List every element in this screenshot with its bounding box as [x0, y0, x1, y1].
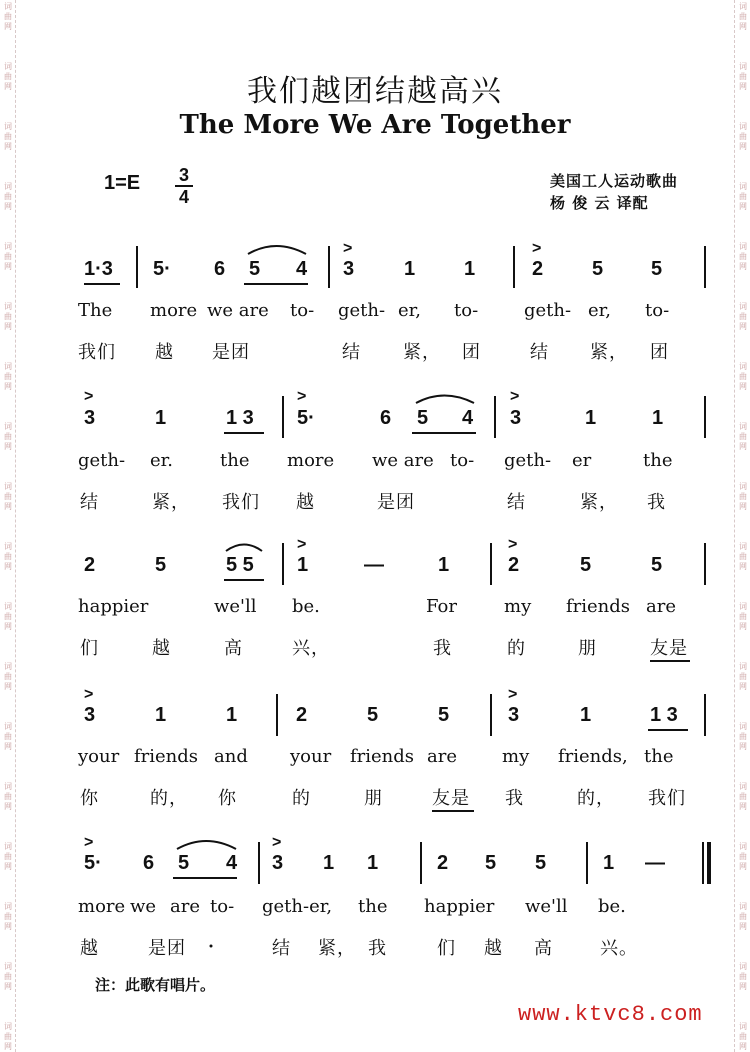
lyric-en: to-: [450, 450, 475, 471]
watermark-char: 词: [4, 962, 12, 971]
lyric-cn: 朋: [364, 788, 383, 809]
note: 2: [84, 554, 96, 576]
note: 6: [143, 852, 155, 874]
watermark-char: 网: [4, 502, 12, 511]
note: 4: [296, 258, 308, 280]
lyric-cn: 结: [272, 938, 291, 959]
watermark-char: 词: [739, 482, 747, 491]
watermark-char: 网: [4, 382, 12, 391]
watermark-char: 曲: [4, 792, 12, 801]
watermark-char: 曲: [739, 552, 747, 561]
watermark-char: 网: [739, 682, 747, 691]
accent-mark: >: [297, 388, 307, 405]
lyric-cn: 的: [507, 638, 526, 659]
note: 5: [155, 554, 167, 576]
lyric-en: we: [130, 896, 157, 917]
note: 5: [249, 258, 261, 280]
lyric-cn: 紧，: [403, 342, 441, 363]
watermark-char: 曲: [4, 312, 12, 321]
note: 5: [651, 554, 663, 576]
lyric-en: the: [358, 896, 388, 917]
note: 3: [272, 852, 284, 874]
lyric-cn: 我: [433, 638, 452, 659]
watermark-char: 网: [739, 922, 747, 931]
accent-mark: >: [84, 834, 94, 851]
watermark-char: 曲: [4, 492, 12, 501]
lyric-en: we'll: [525, 896, 568, 917]
watermark-char: 词: [739, 122, 747, 131]
note: 5·: [153, 258, 171, 280]
lyric-cn: 我们: [78, 342, 116, 363]
note: 5: [178, 852, 190, 874]
watermark-char: 词: [4, 722, 12, 731]
note: 5: [438, 704, 450, 726]
lyric-en: we are: [372, 450, 434, 471]
note: 1 3: [226, 407, 254, 429]
note: 4: [462, 407, 474, 429]
accent-mark: >: [272, 834, 282, 851]
lyric-en: to-: [454, 300, 479, 321]
watermark-char: 曲: [4, 252, 12, 261]
watermark-char: 曲: [739, 12, 747, 21]
lyric-cn: 我: [505, 788, 524, 809]
note: —: [645, 852, 665, 874]
lyric-en: more: [78, 896, 126, 917]
watermark-char: 词: [739, 842, 747, 851]
note: 1: [155, 407, 167, 429]
song-title-english: The More We Are Together: [179, 110, 571, 140]
watermark-char: 词: [4, 2, 12, 11]
watermark-char: 曲: [4, 72, 12, 81]
lyric-cn: 结: [530, 342, 549, 363]
watermark-char: 网: [739, 562, 747, 571]
watermark-char: 曲: [4, 852, 12, 861]
lyric-cn: 紧，: [590, 342, 628, 363]
watermark-char: 网: [4, 322, 12, 331]
lyric-en: the: [644, 746, 674, 767]
lyric-en: friends: [350, 746, 415, 767]
watermark-char: 网: [739, 322, 747, 331]
watermark-char: 曲: [4, 192, 12, 201]
lyric-cn: 越: [484, 938, 503, 959]
watermark-char: 曲: [739, 432, 747, 441]
lyric-cn: 兴，: [292, 638, 330, 659]
watermark-char: 曲: [739, 132, 747, 141]
watermark-char: 网: [4, 202, 12, 211]
lyric-cn: 越: [296, 492, 315, 513]
slur: [248, 246, 306, 254]
watermark-char: 曲: [4, 552, 12, 561]
note: 5: [592, 258, 604, 280]
watermark-char: 网: [4, 22, 12, 31]
lyric-en: my: [504, 596, 532, 617]
note: 1: [226, 704, 238, 726]
note: —: [364, 554, 384, 576]
watermark-char: 词: [4, 1022, 12, 1031]
watermark-char: 曲: [739, 792, 747, 801]
watermark-char: 词: [739, 542, 747, 551]
watermark-char: 网: [739, 862, 747, 871]
watermark-char: 词: [4, 182, 12, 191]
watermark-char: 曲: [739, 372, 747, 381]
watermark-char: 曲: [739, 912, 747, 921]
lyric-cn: 结: [80, 492, 99, 513]
watermark-char: 网: [4, 742, 12, 751]
watermark-char: 词: [4, 602, 12, 611]
note: 5·: [84, 852, 102, 874]
note: 4: [226, 852, 238, 874]
watermark-char: 曲: [739, 72, 747, 81]
watermark-char: 曲: [739, 492, 747, 501]
watermark-char: 网: [4, 802, 12, 811]
watermark-char: 网: [4, 682, 12, 691]
lyric-cn: 团: [462, 342, 481, 363]
watermark-char: 网: [4, 142, 12, 151]
watermark-char: 词: [739, 962, 747, 971]
watermark-char: 网: [4, 862, 12, 871]
watermark-char: 词: [739, 902, 747, 911]
accent-mark: >: [532, 240, 542, 257]
watermark-char: 网: [739, 982, 747, 991]
lyric-en: friends: [134, 746, 199, 767]
watermark-char: 网: [4, 622, 12, 631]
watermark-char: 词: [739, 662, 747, 671]
watermark-char: 网: [4, 82, 12, 91]
watermark-char: 曲: [739, 672, 747, 681]
note: 3: [84, 704, 96, 726]
note: 6: [380, 407, 392, 429]
note: 1: [585, 407, 597, 429]
accent-mark: >: [508, 536, 518, 553]
watermark-char: 网: [739, 442, 747, 451]
lyric-cn: 紧，: [318, 938, 356, 959]
watermark-char: 网: [4, 442, 12, 451]
lyric-cn: 我们: [222, 492, 260, 513]
lyric-cn: 的，: [150, 788, 188, 809]
lyric-en: geth-er,: [262, 896, 333, 917]
note: 3: [84, 407, 96, 429]
note: 1: [404, 258, 416, 280]
lyric-en: and: [214, 746, 248, 767]
note: 5: [485, 852, 497, 874]
watermark-char: 词: [739, 242, 747, 251]
lyric-en: the: [220, 450, 250, 471]
watermark-char: 网: [4, 562, 12, 571]
watermark-char: 曲: [739, 732, 747, 741]
site-watermark: www.ktvc8.com: [518, 1002, 703, 1027]
lyric-cn: 结: [342, 342, 361, 363]
watermark-char: 曲: [4, 672, 12, 681]
watermark-char: 曲: [4, 972, 12, 981]
lyric-en: more: [150, 300, 198, 321]
lyric-cn: 团: [650, 342, 669, 363]
lyric-en: er,: [398, 300, 422, 321]
watermark-char: 词: [739, 302, 747, 311]
watermark-char: 词: [4, 62, 12, 71]
lyric-cn: 兴。: [600, 938, 638, 959]
song-title-chinese: 我们越团结越高兴: [247, 74, 503, 109]
watermark-char: 网: [739, 262, 747, 271]
watermark-char: 词: [4, 302, 12, 311]
watermark-char: 词: [739, 362, 747, 371]
lyric-cn: 是团: [212, 342, 250, 363]
lyric-cn: 友是: [432, 788, 470, 809]
slur: [416, 396, 474, 404]
lyric-en: geth-: [524, 300, 572, 321]
watermark-char: 词: [4, 842, 12, 851]
watermark-char: 词: [4, 122, 12, 131]
lyric-cn: 我: [647, 492, 666, 513]
watermark-char: 词: [739, 1022, 747, 1031]
lyric-cn: 朋: [578, 638, 597, 659]
lyric-en: to-: [645, 300, 670, 321]
note: 5·: [297, 407, 315, 429]
lyric-en: be.: [598, 896, 626, 917]
lyric-en: er,: [588, 300, 612, 321]
note: 5: [651, 258, 663, 280]
note: 1: [603, 852, 615, 874]
key-signature: 1=E: [104, 172, 141, 194]
watermark-char: 网: [739, 202, 747, 211]
credits-origin: 美国工人运动歌曲: [550, 172, 679, 190]
lyric-en: we'll: [214, 596, 257, 617]
accent-mark: >: [343, 240, 353, 257]
note: 5: [535, 852, 547, 874]
note: 6: [214, 258, 226, 280]
watermark-char: 词: [739, 2, 747, 11]
note: 1: [367, 852, 379, 874]
lyric-en: more: [287, 450, 335, 471]
watermark-char: 曲: [739, 1032, 747, 1041]
lyric-cn: 我: [368, 938, 387, 959]
watermark-char: 词: [4, 482, 12, 491]
watermark-char: 曲: [4, 732, 12, 741]
watermark-char: 词: [739, 422, 747, 431]
lyric-cn: 是团: [148, 938, 186, 959]
watermark-char: 词: [4, 782, 12, 791]
note: 5: [417, 407, 429, 429]
lyric-cn: 越: [152, 638, 171, 659]
watermark-char: 曲: [739, 612, 747, 621]
watermark-char: 曲: [4, 912, 12, 921]
watermark-char: 曲: [4, 612, 12, 621]
watermark-char: 网: [4, 262, 12, 271]
watermark-char: 网: [739, 1042, 747, 1051]
lyric-en: to-: [290, 300, 315, 321]
watermark-char: 网: [739, 82, 747, 91]
lyric-en: For: [426, 596, 457, 617]
lyric-en: er.: [150, 450, 174, 471]
watermark-char: 曲: [4, 12, 12, 21]
note: 1: [438, 554, 450, 576]
watermark-char: 网: [4, 982, 12, 991]
watermark-char: 词: [739, 722, 747, 731]
watermark-char: 词: [4, 242, 12, 251]
note: 1·3: [84, 258, 113, 280]
note: 2: [296, 704, 308, 726]
watermark-char: 曲: [4, 372, 12, 381]
accent-mark: >: [297, 536, 307, 553]
lyric-cn: 们: [80, 638, 99, 659]
lyric-en: we are: [207, 300, 269, 321]
lyric-cn: 越: [80, 938, 99, 959]
note: 5: [367, 704, 379, 726]
lyric-en: be.: [292, 596, 320, 617]
watermark-char: 词: [739, 182, 747, 191]
footnote: 注：此歌有唱片。: [95, 976, 216, 994]
watermark-char: 词: [4, 662, 12, 671]
lyric-cn: 越: [155, 342, 174, 363]
lyric-cn: 们: [437, 938, 456, 959]
note: 1: [155, 704, 167, 726]
watermark-char: 曲: [739, 852, 747, 861]
note: 1: [297, 554, 309, 576]
watermark-char: 词: [739, 62, 747, 71]
accent-mark: >: [510, 388, 520, 405]
lyric-cn: 的: [292, 788, 311, 809]
lyric-en: are: [427, 746, 457, 767]
note: 1: [580, 704, 592, 726]
accent-mark: >: [84, 388, 94, 405]
lyric-cn: 紧，: [152, 492, 190, 513]
note: 2: [437, 852, 449, 874]
lyric-en: friends,: [558, 746, 628, 767]
note: 1 3: [650, 704, 678, 726]
watermark-char: 网: [4, 922, 12, 931]
lyric-cn: 高: [224, 638, 243, 659]
lyric-cn: 友是: [650, 638, 688, 659]
lyric-en: happier: [424, 896, 495, 917]
watermark-char: 曲: [739, 192, 747, 201]
watermark-char: 曲: [4, 132, 12, 141]
lyric-en: er: [572, 450, 592, 471]
watermark-char: 词: [4, 902, 12, 911]
watermark-char: 词: [4, 542, 12, 551]
lyric-cn: 你: [80, 788, 99, 809]
watermark-char: 词: [4, 422, 12, 431]
slur: [226, 545, 262, 552]
dot: [210, 945, 213, 948]
watermark-char: 曲: [739, 312, 747, 321]
lyric-en: the: [643, 450, 673, 471]
lyric-en: are: [170, 896, 200, 917]
note: 1: [323, 852, 335, 874]
lyric-en: to-: [210, 896, 235, 917]
note: 2: [532, 258, 544, 280]
note: 5 5: [226, 554, 254, 576]
note: 1: [464, 258, 476, 280]
slur: [177, 841, 236, 849]
note: 3: [508, 704, 520, 726]
lyric-en: happier: [78, 596, 149, 617]
lyric-cn: 高: [534, 938, 553, 959]
lyric-en: geth-: [504, 450, 552, 471]
lyric-en: my: [502, 746, 530, 767]
lyric-en: your: [78, 746, 120, 767]
accent-mark: >: [508, 686, 518, 703]
lyric-cn: 我们: [648, 788, 686, 809]
watermark-char: 词: [4, 362, 12, 371]
lyric-en: friends: [566, 596, 631, 617]
watermark-char: 词: [739, 782, 747, 791]
watermark-char: 曲: [4, 1032, 12, 1041]
lyric-en: geth-: [338, 300, 386, 321]
credits-translator: 杨 俊 云 译配: [550, 194, 649, 212]
watermark-char: 网: [739, 802, 747, 811]
note: 3: [510, 407, 522, 429]
watermark-char: 曲: [4, 432, 12, 441]
lyric-cn: 结: [507, 492, 526, 513]
lyric-en: your: [290, 746, 332, 767]
note: 2: [508, 554, 520, 576]
watermark-char: 网: [739, 622, 747, 631]
watermark-char: 网: [739, 142, 747, 151]
lyric-en: geth-: [78, 450, 126, 471]
time-signature-bottom: 4: [178, 187, 189, 207]
note: 5: [580, 554, 592, 576]
lyric-en: are: [646, 596, 676, 617]
watermark-char: 网: [739, 502, 747, 511]
note: 3: [343, 258, 355, 280]
lyric-en: The: [78, 300, 113, 321]
watermark-char: 网: [739, 382, 747, 391]
watermark-char: 网: [739, 742, 747, 751]
watermark-char: 曲: [739, 252, 747, 261]
watermark-char: 词: [739, 602, 747, 611]
watermark-char: 曲: [739, 972, 747, 981]
accent-mark: >: [84, 686, 94, 703]
watermark-char: 网: [739, 22, 747, 31]
lyric-cn: 你: [218, 788, 237, 809]
time-signature-top: 3: [178, 165, 189, 185]
note: 1: [652, 407, 664, 429]
watermark-char: 网: [4, 1042, 12, 1051]
lyric-cn: 的，: [577, 788, 615, 809]
lyric-cn: 紧，: [580, 492, 618, 513]
lyric-cn: 是团: [377, 492, 415, 513]
